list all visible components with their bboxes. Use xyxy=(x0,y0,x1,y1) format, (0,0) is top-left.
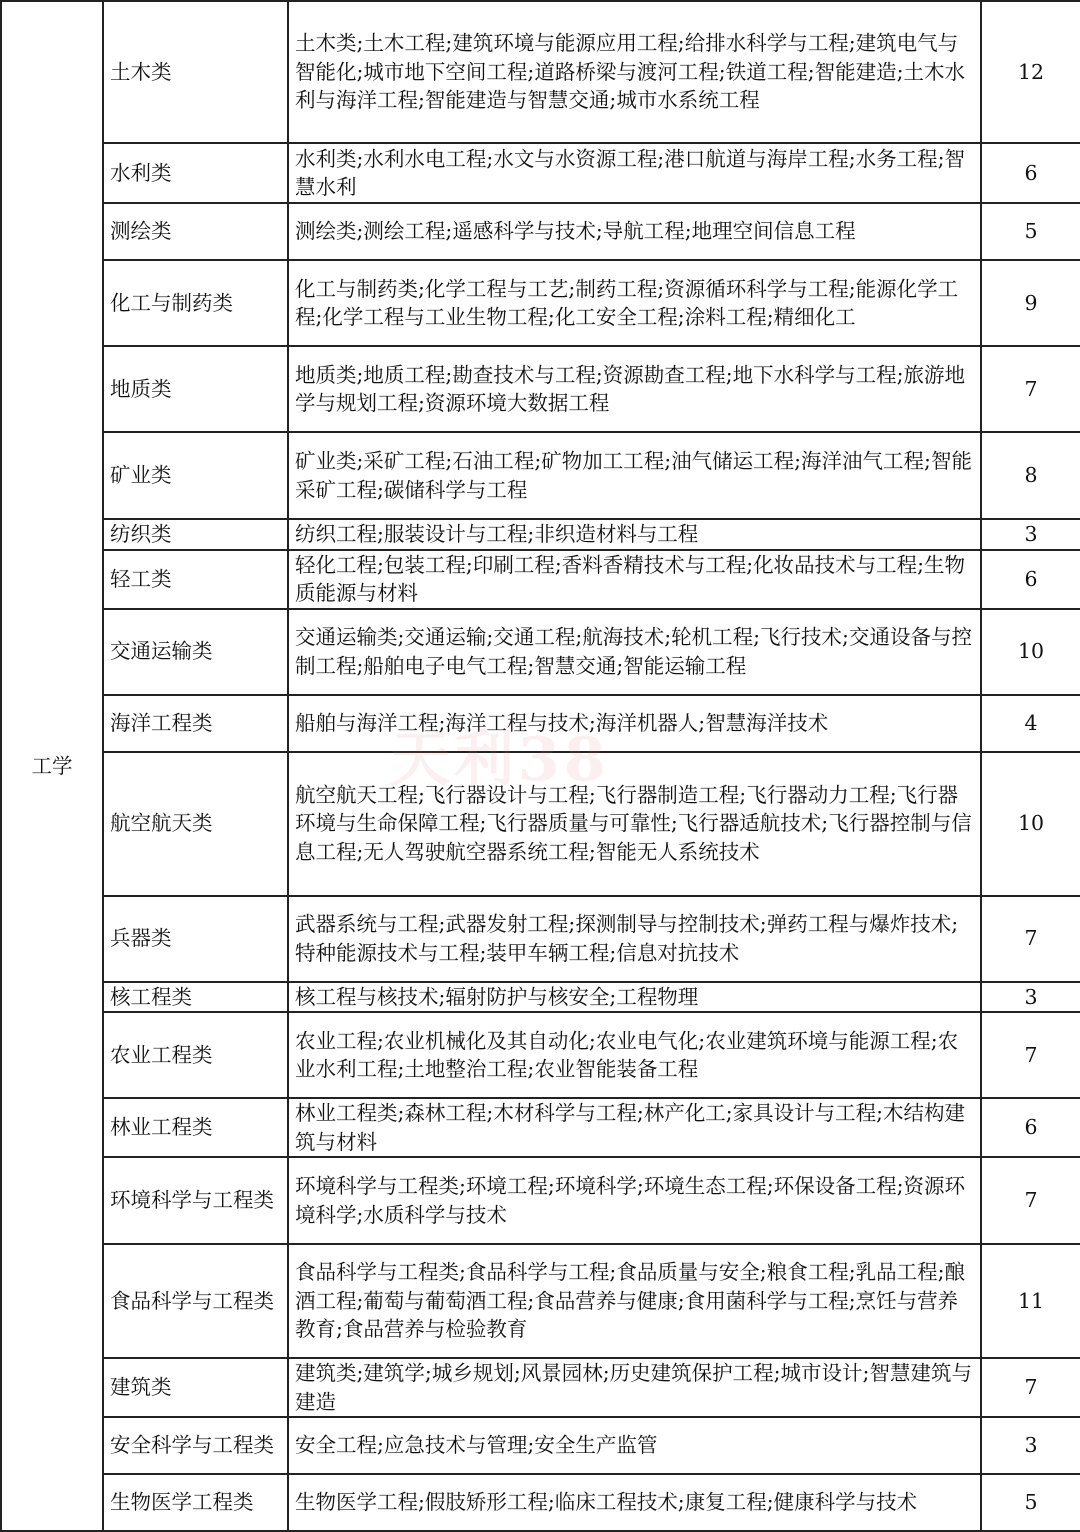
category-cell: 建筑类 xyxy=(103,1358,288,1417)
majors-cell: 核工程与核技术;辐射防护与核安全;工程物理 xyxy=(288,982,981,1013)
count-cell: 7 xyxy=(981,1358,1080,1417)
category-cell: 化工与制药类 xyxy=(103,260,288,346)
category-cell: 林业工程类 xyxy=(103,1098,288,1157)
count-cell: 7 xyxy=(981,896,1080,982)
table-row xyxy=(1,1244,1080,1358)
majors-cell: 林业工程类;森林工程;木材科学与工程;林产化工;家具设计与工程;木结构建筑与材料 xyxy=(288,1098,981,1157)
table-row xyxy=(1,143,1080,203)
count-cell: 6 xyxy=(981,1098,1080,1157)
majors-cell: 水利类;水利水电工程;水文与水资源工程;港口航道与海岸工程;水务工程;智慧水利 xyxy=(288,143,981,203)
count-cell: 8 xyxy=(981,432,1080,519)
majors-cell: 船舶与海洋工程;海洋工程与技术;海洋机器人;智慧海洋技术 xyxy=(288,695,981,752)
majors-cell: 地质类;地质工程;勘查技术与工程;资源勘查工程;地下水科学与工程;旅游地学与规划工程;资源环境大数据工程 xyxy=(288,346,981,432)
table-row xyxy=(1,695,1080,752)
category-cell: 水利类 xyxy=(103,143,288,203)
majors-cell: 航空航天工程;飞行器设计与工程;飞行器制造工程;飞行器动力工程;飞行器环境与生命保障工程;飞行器质量与可靠性;飞行器适航技术;飞行器控制与信息工程;无人驾驶航空器系统工程;智能无人系统技术 xyxy=(288,752,981,896)
table-row xyxy=(1,203,1080,260)
majors-cell: 交通运输类;交通运输;交通工程;航海技术;轮机工程;飞行技术;交通设备与控制工程;船舶电子电气工程;智慧交通;智能运输工程 xyxy=(288,609,981,695)
count-cell: 10 xyxy=(981,752,1080,896)
category-cell: 海洋工程类 xyxy=(103,695,288,752)
count-cell: 3 xyxy=(981,519,1080,550)
category-cell: 地质类 xyxy=(103,346,288,432)
table-row xyxy=(1,752,1080,896)
category-cell: 轻工类 xyxy=(103,550,288,609)
table-row xyxy=(1,550,1080,609)
majors-cell: 环境科学与工程类;环境工程;环境科学;环境生态工程;环保设备工程;资源环境科学;水质科学与技术 xyxy=(288,1157,981,1244)
count-cell: 3 xyxy=(981,982,1080,1013)
majors-cell: 化工与制药类;化学工程与工艺;制药工程;资源循环科学与工程;能源化学工程;化学工程与工业生物工程;化工安全工程;涂料工程;精细化工 xyxy=(288,260,981,346)
table-row xyxy=(1,1,1080,143)
majors-cell: 轻化工程;包装工程;印刷工程;香料香精技术与工程;化妆品技术与工程;生物质能源与材料 xyxy=(288,550,981,609)
category-cell: 食品科学与工程类 xyxy=(103,1244,288,1358)
category-cell: 土木类 xyxy=(103,1,288,143)
discipline-cell: 工学 xyxy=(1,1,103,1531)
count-cell: 5 xyxy=(981,203,1080,260)
table-row xyxy=(1,519,1080,550)
table-row xyxy=(1,260,1080,346)
majors-cell: 生物医学工程;假肢矫形工程;临床工程技术;康复工程;健康科学与技术 xyxy=(288,1474,981,1531)
table-row xyxy=(1,1417,1080,1474)
table-row xyxy=(1,1157,1080,1244)
category-cell: 矿业类 xyxy=(103,432,288,519)
category-cell: 航空航天类 xyxy=(103,752,288,896)
count-cell: 6 xyxy=(981,550,1080,609)
majors-cell: 食品科学与工程类;食品科学与工程;食品质量与安全;粮食工程;乳品工程;酿酒工程;葡萄与葡萄酒工程;食品营养与健康;食用菌科学与工程;烹饪与营养教育;食品营养与检验教育 xyxy=(288,1244,981,1358)
count-cell: 12 xyxy=(981,1,1080,143)
table-row xyxy=(1,346,1080,432)
table-row xyxy=(1,982,1080,1013)
category-cell: 生物医学工程类 xyxy=(103,1474,288,1531)
watermark-logo: 天利38 xyxy=(390,725,610,795)
count-cell: 7 xyxy=(981,346,1080,432)
category-cell: 环境科学与工程类 xyxy=(103,1157,288,1244)
count-cell: 11 xyxy=(981,1244,1080,1358)
category-cell: 纺织类 xyxy=(103,519,288,550)
table-row xyxy=(1,1098,1080,1157)
table-row xyxy=(1,1012,1080,1098)
category-cell: 农业工程类 xyxy=(103,1012,288,1098)
category-cell: 安全科学与工程类 xyxy=(103,1417,288,1474)
majors-cell: 安全工程;应急技术与管理;安全生产监管 xyxy=(288,1417,981,1474)
count-cell: 6 xyxy=(981,143,1080,203)
majors-cell: 纺织工程;服装设计与工程;非织造材料与工程 xyxy=(288,519,981,550)
majors-cell: 建筑类;建筑学;城乡规划;风景园林;历史建筑保护工程;城市设计;智慧建筑与建造 xyxy=(288,1358,981,1417)
count-cell: 7 xyxy=(981,1012,1080,1098)
count-cell: 4 xyxy=(981,695,1080,752)
table-row xyxy=(1,1358,1080,1417)
count-cell: 9 xyxy=(981,260,1080,346)
majors-cell: 农业工程;农业机械化及其自动化;农业电气化;农业建筑环境与能源工程;农业水利工程;土地整治工程;农业智能装备工程 xyxy=(288,1012,981,1098)
count-cell: 5 xyxy=(981,1474,1080,1531)
table-row xyxy=(1,432,1080,519)
count-cell: 10 xyxy=(981,609,1080,695)
category-cell: 测绘类 xyxy=(103,203,288,260)
majors-cell: 武器系统与工程;武器发射工程;探测制导与控制技术;弹药工程与爆炸技术;特种能源技术与工程;装甲车辆工程;信息对抗技术 xyxy=(288,896,981,982)
category-cell: 交通运输类 xyxy=(103,609,288,695)
count-cell: 7 xyxy=(981,1157,1080,1244)
table-row xyxy=(1,896,1080,982)
majors-cell: 土木类;土木工程;建筑环境与能源应用工程;给排水科学与工程;建筑电气与智能化;城市地下空间工程;道路桥梁与渡河工程;铁道工程;智能建造;土木水利与海洋工程;智能建造与智慧交通;城市水系统工程 xyxy=(288,1,981,143)
majors-cell: 测绘类;测绘工程;遥感科学与技术;导航工程;地理空间信息工程 xyxy=(288,203,981,260)
count-cell: 3 xyxy=(981,1417,1080,1474)
category-cell: 兵器类 xyxy=(103,896,288,982)
majors-cell: 矿业类;采矿工程;石油工程;矿物加工工程;油气储运工程;海洋油气工程;智能采矿工程;碳储科学与工程 xyxy=(288,432,981,519)
table-row xyxy=(1,1474,1080,1531)
category-cell: 核工程类 xyxy=(103,982,288,1013)
table-row xyxy=(1,609,1080,695)
